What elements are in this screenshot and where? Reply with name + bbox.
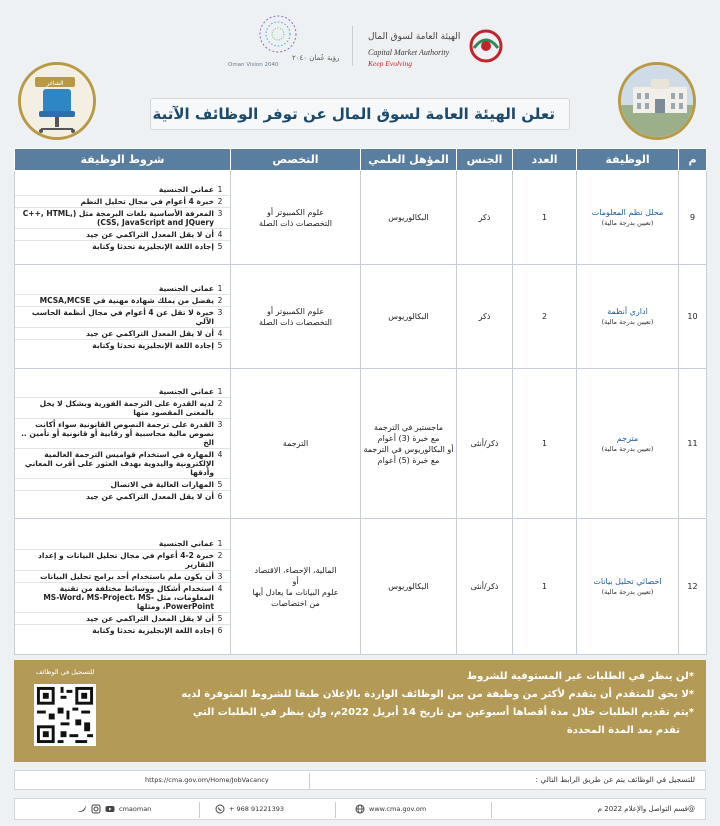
- requirement-text: خبرة 2-4 أعوام في مجال تحليل البيانات و إعداد التقارير: [38, 550, 214, 569]
- job-subtitle: (تعيين بدرجة مالية): [601, 219, 654, 227]
- requirement-text: إجادة اللغة الإنجليزية تحدثا وكتابة: [92, 625, 214, 635]
- requirement-item: [15, 625, 230, 636]
- job-specialization: المالية، الإحصاء، الاقتصاد أو علوم البيانات ما يعادل أيها من اختصاصات: [231, 519, 361, 655]
- requirement-item: [15, 307, 230, 328]
- qr-label: للتسجيل في الوظائف: [35, 668, 95, 676]
- job-title-cell: [577, 265, 679, 369]
- requirement-number: 4: [217, 229, 223, 239]
- requirement-item: [15, 491, 230, 502]
- requirement-text: يفضل من يملك شهادة مهنية في MCSA,MCSE: [39, 295, 214, 305]
- job-gender: ذكر/أنثى: [457, 369, 513, 519]
- registration-link-bar: [14, 770, 706, 790]
- job-title-cell: [577, 171, 679, 265]
- requirement-text: إجادة اللغة الإنجليزية تحدثا وكتابة: [92, 340, 214, 350]
- vacancy-chair-image: [18, 62, 96, 140]
- requirement-item: [15, 229, 230, 241]
- job-qualification: ماجستير في الترجمة مع خبرة (3) أعوام أو البكالوريوس في الترجمة مع خبرة (5) أعوام: [361, 369, 457, 519]
- footer-phone-text: + 968 91221393: [229, 805, 285, 813]
- job-requirements: [15, 519, 231, 655]
- notice-box: [14, 660, 706, 762]
- whatsapp-icon: [215, 804, 225, 814]
- notice-line: تقدم بعد المدة المحددة: [566, 725, 680, 736]
- notice-line: *يتم تقديم الطلبات خلال مدة أقصاها أسبوعين من تاريخ 14 أبريل 2022م، ولن ينظر في الطلبات التي: [192, 707, 694, 718]
- job-row: [15, 171, 707, 265]
- requirement-number: 1: [217, 386, 223, 396]
- requirements-list: [15, 538, 230, 636]
- job-row: [15, 265, 707, 369]
- job-title: محلل نظم المعلومات: [591, 208, 664, 217]
- page-title: تعلن الهيئة العامة لسوق المال عن توفر الوظائف الآتية: [152, 105, 555, 123]
- requirement-number: 2: [217, 295, 223, 305]
- logo-divider: [352, 26, 353, 66]
- job-number: 10: [679, 265, 707, 369]
- job-requirements: [15, 369, 231, 519]
- job-number: 9: [679, 171, 707, 265]
- job-qualification: البكالوريوس: [361, 265, 457, 369]
- requirement-text: المهارات العالية في الاتصال: [110, 479, 214, 489]
- jobs-table: [14, 148, 707, 655]
- col-header: الوظيفة: [577, 149, 679, 171]
- footer-social-text: cmaoman: [119, 805, 152, 813]
- requirement-number: 5: [217, 613, 223, 623]
- job-count: 2: [513, 265, 577, 369]
- job-row: [15, 369, 707, 519]
- requirements-list: [15, 184, 230, 252]
- requirements-list: [15, 283, 230, 351]
- col-header: المؤهل العلمي: [361, 149, 457, 171]
- job-row: [15, 519, 707, 655]
- footer-divider: [199, 802, 200, 818]
- job-qualification: البكالوريوس: [361, 171, 457, 265]
- requirement-number: 6: [217, 491, 223, 501]
- job-requirements: [15, 265, 231, 369]
- oman-vision-logo: [222, 12, 340, 78]
- job-title-cell: [577, 519, 679, 655]
- col-header: الجنس: [457, 149, 513, 171]
- requirement-number: 5: [217, 241, 223, 251]
- twitter-icon[interactable]: [77, 804, 87, 814]
- footer-divider: [491, 802, 492, 818]
- vacancy-badge: الشاغر: [46, 80, 64, 87]
- job-subtitle: (تعيين بدرجة مالية): [601, 588, 654, 596]
- col-header: التخصص: [231, 149, 361, 171]
- job-gender: ذكر: [457, 265, 513, 369]
- requirement-number: 1: [217, 283, 223, 293]
- footer-social[interactable]: [77, 804, 151, 814]
- requirement-item: [15, 571, 230, 583]
- job-title: اخصائي تحليل بيانات: [593, 577, 662, 586]
- col-header: العدد: [513, 149, 577, 171]
- requirement-text: أن لا يقل المعدل التراكمي عن جيد: [86, 328, 214, 338]
- requirement-text: خبرة لا تقل عن 4 أعوام في مجال أنظمة الحاسب الآلي: [31, 307, 214, 326]
- footer-website-text: www.cma.gov.om: [369, 805, 427, 813]
- requirement-item: [15, 283, 230, 295]
- requirement-item: [15, 398, 230, 419]
- job-subtitle: (تعيين بدرجة مالية): [601, 318, 654, 326]
- requirement-text: عماني الجنسية: [158, 283, 214, 293]
- requirement-text: القدرة على ترجمة النصوص القانونية سواء أكانت نصوص مالية محاسبية أو رقابية أو قانونية أو تأمين .. الخ: [21, 419, 214, 447]
- cma-tagline: Keep Evolving: [368, 59, 412, 68]
- footer-phone[interactable]: [215, 804, 284, 814]
- registration-link-label: للتسجيل في الوظائف يتم عن طريق الرابط التالي :: [535, 775, 695, 784]
- footer-department: @قسم التواصل والإعلام 2022 م: [597, 805, 695, 813]
- requirement-number: 2: [217, 196, 223, 206]
- requirement-text: عماني الجنسية: [158, 386, 214, 396]
- requirement-text: خبرة 4 أعوام في مجال تحليل النظم: [80, 196, 214, 206]
- registration-qr-code[interactable]: [34, 684, 96, 746]
- job-count: 1: [513, 369, 577, 519]
- vision-logo-sub: Oman Vision 2040: [228, 62, 279, 68]
- requirement-number: 1: [217, 538, 223, 548]
- requirement-number: 1: [217, 184, 223, 194]
- notice-line: *لا يحق للمتقدم أن يتقدم لأكثر من وظيفة من بين الوظائف الواردة بالإعلان طبقا للشروط المتوفرة لديه: [181, 689, 694, 700]
- job-qualification: البكالوريوس: [361, 519, 457, 655]
- requirement-number: 6: [217, 625, 223, 635]
- link-divider: [309, 773, 310, 789]
- job-count: 1: [513, 519, 577, 655]
- requirement-item: [15, 613, 230, 625]
- youtube-icon[interactable]: [105, 804, 115, 814]
- cma-name-en: Capital Market Authority: [368, 48, 450, 57]
- requirement-item: [15, 241, 230, 252]
- instagram-icon[interactable]: [91, 804, 101, 814]
- requirement-number: 3: [217, 208, 223, 218]
- requirement-text: أن لا يقل المعدل التراكمي عن جيد: [86, 229, 214, 239]
- requirement-item: [15, 386, 230, 398]
- job-title: مترجم: [616, 434, 639, 443]
- requirement-item: [15, 184, 230, 196]
- requirement-number: 3: [217, 419, 223, 429]
- requirement-text: المعرفة الأساسية بلغات البرمجة مثل (C++, HTML, CSS, JavaScript and JQuery): [22, 208, 214, 227]
- requirement-text: أن لا يقل المعدل التراكمي عن جيد: [86, 491, 214, 501]
- requirement-text: استخدام أشكال ووسائط مختلفة من تقنية المعلومات، مثل MS-Word، MS-Project، MS-PowerPoint، ومثلها: [43, 583, 214, 611]
- footer: [14, 798, 706, 820]
- cma-building-image: [618, 62, 696, 140]
- job-requirements: [15, 171, 231, 265]
- requirement-item: [15, 328, 230, 340]
- requirement-text: أن يكون ملم باستخدام أحد برامج تحليل البيانات: [40, 571, 214, 581]
- cma-logo: [368, 26, 508, 72]
- requirement-item: [15, 550, 230, 571]
- qr-section: [28, 668, 102, 758]
- requirement-item: [15, 208, 230, 229]
- registration-link[interactable]: https://cma.gov.om/Home/JobVacancy: [145, 776, 269, 784]
- globe-icon: [355, 804, 365, 814]
- cma-emblem-icon: [468, 28, 504, 64]
- requirement-number: 5: [217, 479, 223, 489]
- requirement-item: [15, 419, 230, 449]
- requirement-text: إجادة اللغة الإنجليزية تحدثا وكتابة: [92, 241, 214, 251]
- job-subtitle: (تعيين بدرجة مالية): [601, 445, 654, 453]
- requirements-list: [15, 386, 230, 502]
- footer-website[interactable]: [355, 804, 426, 814]
- requirement-number: 2: [217, 550, 223, 560]
- requirement-item: [15, 340, 230, 351]
- requirement-item: [15, 479, 230, 491]
- requirement-number: 4: [217, 449, 223, 459]
- requirement-item: [15, 538, 230, 550]
- requirement-text: لديه القدرة على الترجمة الفورية وبشكل لا يخل بالمعنى المقصود منها: [39, 398, 214, 417]
- job-count: 1: [513, 171, 577, 265]
- notice-lines: [124, 668, 694, 740]
- headline-box: [150, 98, 570, 130]
- job-specialization: الترجمة: [231, 369, 361, 519]
- col-header: م: [679, 149, 707, 171]
- requirement-text: أن لا يقل المعدل التراكمي عن جيد: [86, 613, 214, 623]
- footer-divider: [335, 802, 336, 818]
- job-specialization: علوم الكمبيوتر أو التخصصات ذات الصلة: [231, 171, 361, 265]
- requirement-item: [15, 295, 230, 307]
- cma-name-ar: الهيئة العامة لسوق المال: [368, 32, 461, 42]
- requirement-text: عماني الجنسية: [158, 184, 214, 194]
- requirement-text: المهارة في استخدام قواميس الترجمة العالمية الإلكترونية واليدوية بهدف العثور على أقرب المعاني وأدقها: [24, 449, 214, 477]
- requirement-number: 5: [217, 340, 223, 350]
- job-title: اداري أنظمة: [607, 307, 648, 316]
- requirement-number: 2: [217, 398, 223, 408]
- requirement-item: [15, 449, 230, 479]
- requirement-item: [15, 196, 230, 208]
- requirement-number: 4: [217, 583, 223, 593]
- notice-line: *لن ينظر في الطلبات غير المستوفية للشروط: [466, 671, 694, 682]
- requirement-number: 3: [217, 571, 223, 581]
- header: [0, 0, 720, 145]
- requirement-number: 3: [217, 307, 223, 317]
- job-number: 12: [679, 519, 707, 655]
- job-specialization: علوم الكمبيوتر أو التخصصات ذات الصلة: [231, 265, 361, 369]
- vision-logo-text: رؤية عُمان ٢٠٤٠: [292, 54, 340, 62]
- job-number: 11: [679, 369, 707, 519]
- job-title-cell: [577, 369, 679, 519]
- table-header-row: [15, 149, 707, 171]
- requirement-number: 4: [217, 328, 223, 338]
- job-gender: ذكر: [457, 171, 513, 265]
- col-header: شروط الوظيفة: [15, 149, 231, 171]
- job-gender: ذكر/أنثى: [457, 519, 513, 655]
- requirement-text: عماني الجنسية: [158, 538, 214, 548]
- requirement-item: [15, 583, 230, 613]
